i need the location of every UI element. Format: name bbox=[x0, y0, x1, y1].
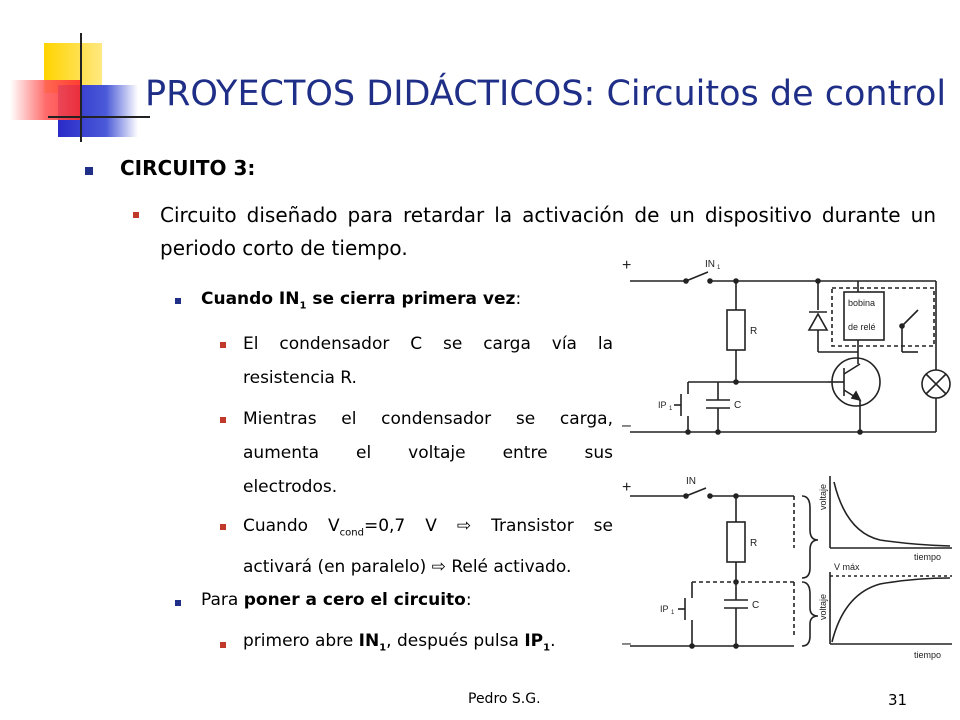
bullet-voltage-line1: Mientras el condensador se carga, bbox=[243, 409, 613, 429]
circuit-figures bbox=[618, 248, 955, 668]
bullet-marker bbox=[220, 524, 226, 530]
transistor-line2-pre: activará (en paralelo) bbox=[243, 557, 432, 578]
bullet-transistor bbox=[243, 509, 613, 584]
bullet-transistor-line2 bbox=[243, 557, 571, 577]
graph1-xlabel: tiempo bbox=[914, 552, 942, 562]
page-number: 31 bbox=[888, 691, 908, 709]
transistor-post: Transistor se bbox=[471, 516, 613, 536]
bottom-pushbutton-label: IP bbox=[660, 604, 669, 614]
transistor-line2-post: Relé activado. bbox=[445, 557, 572, 578]
bullet-voltage-line2: aumenta el voltaje entre sus bbox=[243, 443, 613, 463]
reset-post: : bbox=[465, 590, 472, 610]
bullet-marker bbox=[175, 298, 181, 304]
top-switch-label: IN bbox=[705, 259, 715, 270]
footer-author: Pedro S.G. bbox=[468, 691, 541, 707]
bullet-marker bbox=[220, 342, 226, 348]
reset-step bbox=[243, 631, 556, 653]
reset-step-mid: , después pulsa bbox=[386, 631, 525, 651]
bottom-switch-label: IN bbox=[686, 476, 696, 487]
when-prefix: Cuando IN bbox=[201, 289, 300, 309]
bullet-marker bbox=[175, 600, 181, 606]
reset-step-in: IN bbox=[358, 631, 380, 651]
bullet-charge bbox=[243, 327, 613, 395]
bullet-voltage-line3: electrodos. bbox=[243, 477, 338, 497]
bottom-minus: – bbox=[622, 635, 631, 652]
transistor-pre: Cuando V bbox=[243, 516, 340, 536]
transistor-mid: =0,7 V bbox=[363, 516, 437, 536]
bullet-marker bbox=[220, 642, 226, 648]
bullet-charge-line2: resistencia R. bbox=[243, 368, 357, 388]
bottom-plus: + bbox=[622, 479, 632, 496]
arrow-icon: ⇨ bbox=[456, 516, 472, 536]
circuit-heading: CIRCUITO 3: bbox=[120, 156, 256, 180]
bullet-voltage bbox=[243, 402, 613, 504]
bullet-charge-line1: El condensador C se carga vía la bbox=[243, 334, 613, 354]
reset-step-in-sub: 1 bbox=[379, 642, 387, 654]
top-circuit-diagram bbox=[622, 257, 950, 434]
circuit-description: Circuito diseñado para retardar la activación de un dispositivo durante un periodo corto de tiempo. bbox=[160, 203, 936, 260]
top-capacitor-label: C bbox=[734, 400, 742, 411]
when-sub: 1 bbox=[299, 300, 307, 312]
reset-step-end: . bbox=[550, 631, 556, 651]
bottom-resistor-label: R bbox=[750, 538, 758, 549]
when-in1-closes bbox=[201, 289, 521, 311]
transistor-sub: cond bbox=[339, 527, 364, 539]
top-pushbutton-label: IP bbox=[658, 400, 667, 410]
bullet-marker bbox=[220, 417, 226, 423]
arrow-icon: ⇨ bbox=[431, 557, 446, 578]
bullet-marker bbox=[85, 167, 93, 175]
top-minus: – bbox=[622, 417, 631, 434]
top-plus: + bbox=[622, 257, 632, 274]
graph2-xlabel: tiempo bbox=[914, 650, 942, 660]
reset-bold: poner a cero el circuito bbox=[243, 590, 466, 610]
relay-label-line2: de relé bbox=[848, 322, 876, 332]
reset-step-ip: IP bbox=[524, 631, 544, 651]
decorative-logo bbox=[0, 0, 160, 150]
reset-step-ip-sub: 1 bbox=[543, 642, 551, 654]
bullet-transistor-line1 bbox=[243, 509, 613, 550]
slide-title: PROYECTOS DIDÁCTICOS: Circuitos de control bbox=[145, 74, 947, 114]
graph2-level-label: V máx bbox=[834, 562, 860, 572]
when-colon: : bbox=[515, 289, 522, 309]
relay-label-line1: bobina bbox=[848, 298, 876, 308]
bottom-circuit-diagram bbox=[622, 476, 952, 660]
bottom-capacitor-label: C bbox=[752, 600, 760, 611]
reset-heading bbox=[201, 590, 472, 610]
reset-step-pre: primero abre bbox=[243, 631, 359, 651]
bottom-pushbutton-sub: 1 bbox=[671, 610, 675, 616]
top-resistor-label: R bbox=[750, 326, 758, 337]
top-switch-sub: 1 bbox=[717, 265, 721, 271]
graph2-ylabel: voltaje bbox=[818, 593, 828, 620]
reset-pre: Para bbox=[201, 590, 244, 610]
bullet-marker bbox=[133, 212, 139, 218]
top-pushbutton-sub: 1 bbox=[669, 406, 673, 412]
when-suffix: se cierra primera vez bbox=[306, 289, 516, 309]
graph1-ylabel: voltaje bbox=[818, 483, 828, 510]
